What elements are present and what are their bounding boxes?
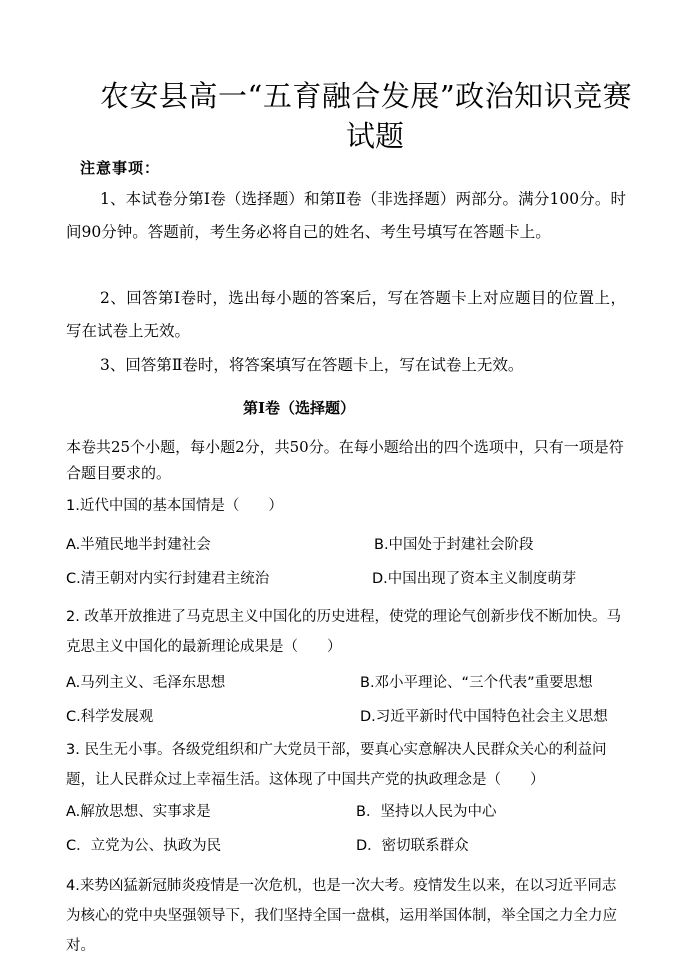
question-1-option-a: A.半殖民地半封建社会 [66, 537, 211, 553]
exam-title-line1: 农安县高一“五育融合发展”政治知识竞赛 [100, 79, 633, 113]
notice-item-3 [66, 349, 626, 382]
notice-item-2 [66, 282, 626, 347]
question-3-option-d: D．密切联系群众 [356, 838, 469, 854]
question-1-option-d: D.中国出现了资本主义制度萌芽 [372, 571, 577, 587]
question-2-option-b: B.邓小平理论、“三个代表”重要思想 [360, 675, 593, 691]
exam-title-line2: 试题 [346, 119, 405, 153]
section-title: 第Ⅰ卷（选择题） [243, 399, 356, 417]
question-3-option-b: B．坚持以人民为中心 [356, 804, 497, 820]
notice-heading: 注意事项： [80, 159, 161, 177]
section-intro: 本卷共25个小题，每小题2分，共50分。在每小题给出的四个选项中，只有一项是符合题目要求的。 [66, 438, 624, 482]
question-3-option-c: C．立党为公、执政为民 [66, 838, 222, 854]
question-1-stem: 1.近代中国的基本国情是（ ） [66, 498, 283, 514]
question-4-stem: 4.来势凶猛新冠肺炎疫情是一次危机，也是一次大考。疫情发生以来，在以习近平同志为核心的党中央坚强领导下，我们坚持全国一盘棋，运用举国体制，举全国之力全力应对。 [66, 878, 617, 954]
notice-item-2-text: 2、回答第Ⅰ卷时，选出每小题的答案后，写在答题卡上对应题目的位置上，写在试卷上无效。 [66, 289, 626, 340]
notice-item-1-text: 1、本试卷分第Ⅰ卷（选择题）和第Ⅱ卷（非选择题）两部分。满分100分。时间90分钟。答题前，考生务必将自己的姓名、考生号填写在答题卡上。 [66, 190, 626, 241]
question-2-option-c: C.科学发展观 [66, 709, 154, 725]
question-2-option-a: A.马列主义、毛泽东思想 [66, 675, 226, 691]
question-2-stem: 2. 改革开放推进了马克思主义中国化的历史进程，使党的理论气创新步伐不断加快。马克思主义中国化的最新理论成果是（ ） [66, 609, 621, 655]
question-2-option-d: D.习近平新时代中国特色社会主义思想 [360, 709, 608, 725]
question-1-option-b: B.中国处于封建社会阶段 [374, 537, 534, 553]
question-3-stem: 3. 民生无小事。各级党组织和广大党员干部，要真心实意解决人民群众关心的利益问题，让人民群众过上幸福生活。这体现了中国共产党的执政理念是（ ） [66, 742, 607, 788]
notice-item-1 [66, 183, 626, 248]
notice-item-3-text: 3、回答第Ⅱ卷时，将答案填写在答题卡上，写在试卷上无效。 [100, 356, 524, 374]
question-3-option-a: A.解放思想、实事求是 [66, 804, 211, 820]
question-1-option-c: C.清王朝对内实行封建君主统治 [66, 571, 270, 587]
